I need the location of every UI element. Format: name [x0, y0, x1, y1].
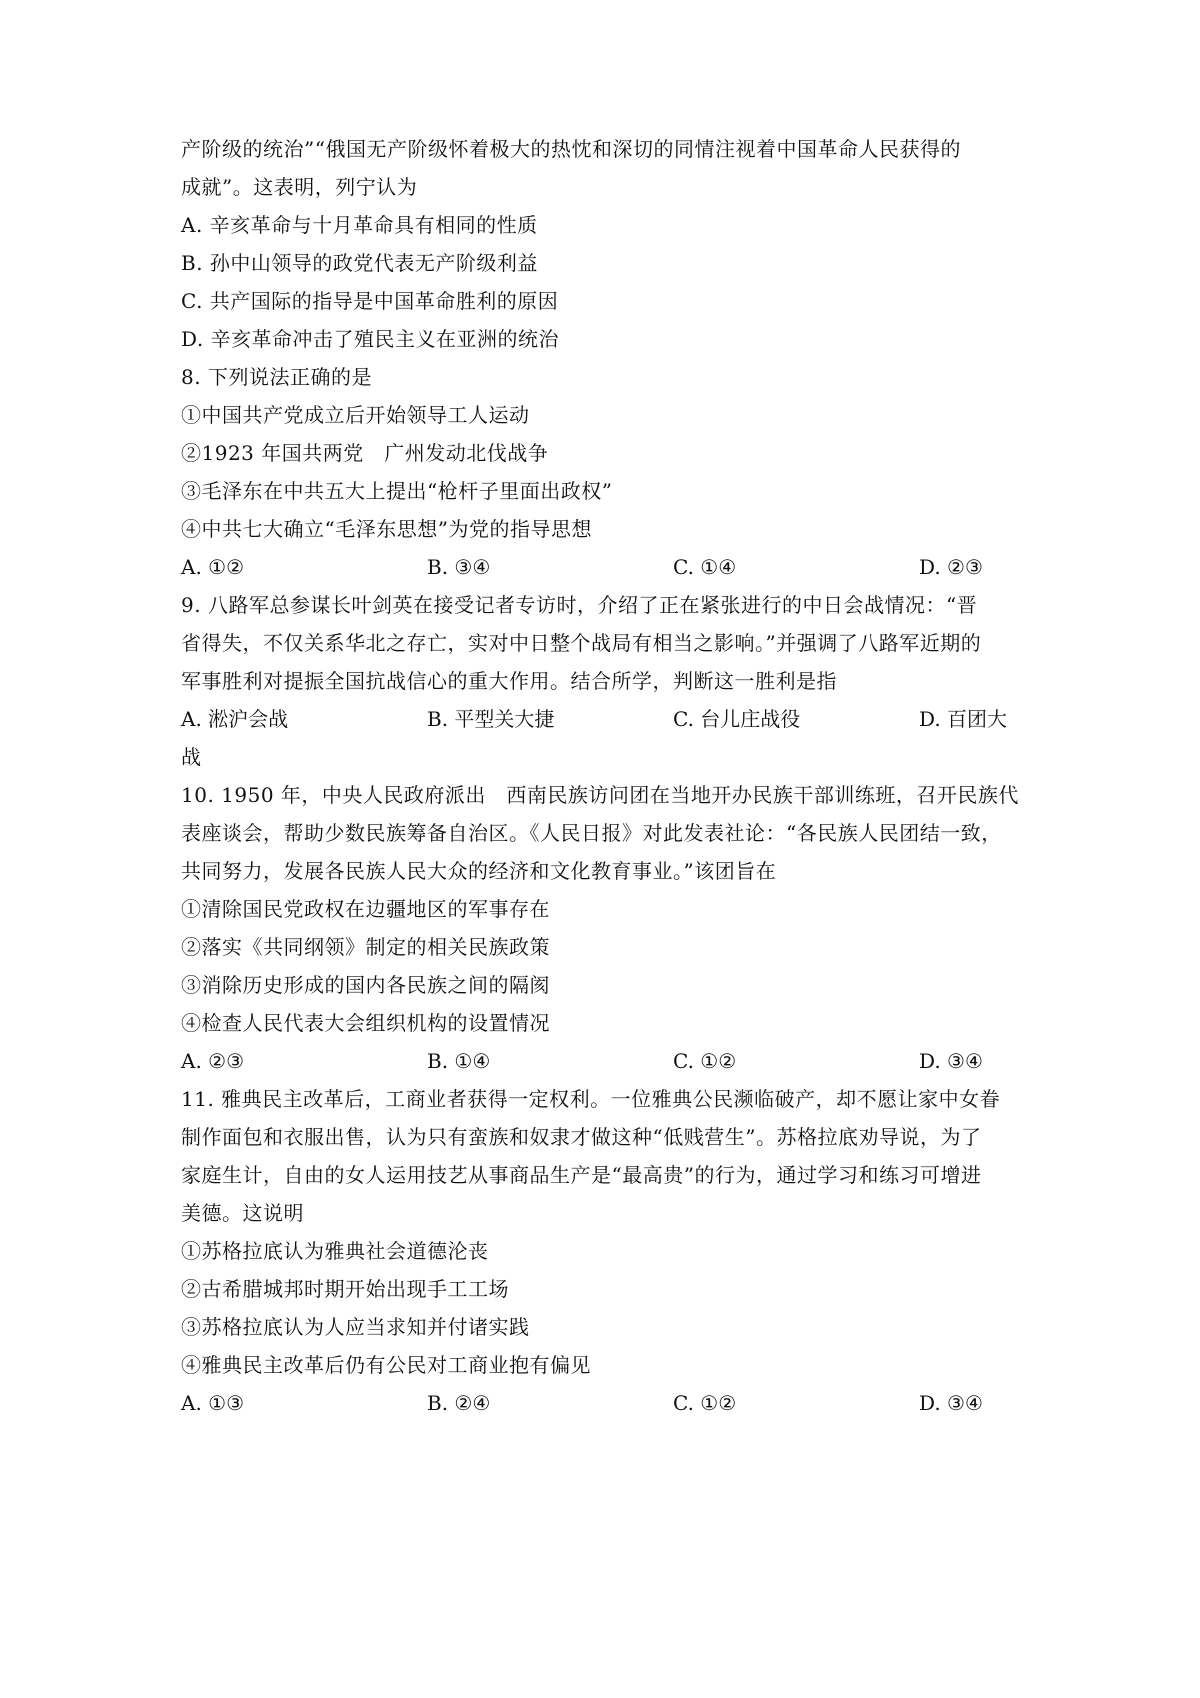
statement-item: ④检查人民代表大会组织机构的设置情况 [181, 1011, 550, 1035]
statement-item: ①苏格拉底认为雅典社会道德沦丧 [181, 1239, 489, 1263]
question-text-line: 成就”。这表明，列宁认为 [181, 175, 418, 199]
option-wrap-text: 战 [181, 745, 202, 769]
statement-item: ③消除历史形成的国内各民族之间的隔阂 [181, 973, 550, 997]
statement-item: ③毛泽东在中共五大上提出“枪杆子里面出政权” [181, 479, 613, 503]
statement-item: ④中共七大确立“毛泽东思想”为党的指导思想 [181, 517, 592, 541]
answer-option-a: A. 淞沪会战 [181, 707, 289, 731]
question-text-line: 制作面包和衣服出售，认为只有蛮族和奴隶才做这种“低贱营生”。苏格拉底劝导说，为了 [181, 1125, 982, 1149]
question-11-stem: 11. 雅典民主改革后，工商业者获得一定权利。一位雅典公民濒临破产，却不愿让家中女眷 [181, 1087, 1001, 1111]
question-9-stem: 9. 八路军总参谋长叶剑英在接受记者专访时，介绍了正在紧张进行的中日会战情况：“晋 [181, 593, 978, 617]
answer-option-b: B. ③④ [427, 555, 491, 579]
answer-option-a: A. ①② [181, 555, 245, 579]
answer-option-a: A. 辛亥革命与十月革命具有相同的性质 [181, 213, 538, 237]
answer-option-c: C. ①② [673, 1391, 737, 1415]
answer-option-c: C. ①④ [673, 555, 737, 579]
question-text-line: 产阶级的统治”“俄国无产阶级怀着极大的热忱和深切的同情注视着中国革命人民获得的 [181, 137, 961, 161]
question-text-line: 家庭生计，自由的女人运用技艺从事商品生产是“最高贵”的行为，通过学习和练习可增进 [181, 1163, 982, 1187]
question-8-stem: 8. 下列说法正确的是 [181, 365, 372, 389]
answer-option-b: B. 孙中山领导的政党代表无产阶级利益 [181, 251, 538, 275]
question-text-line: 共同努力，发展各民族人民大众的经济和文化教育事业。”该团旨在 [181, 859, 777, 883]
question-10-stem: 10. 1950 年，中央人民政府派出 西南民族访问团在当地开办民族干部训练班，召开民族代 [181, 783, 1019, 807]
question-9-options [181, 705, 1021, 733]
question-text-line: 军事胜利对提振全国抗战信心的重大作用。结合所学，判断这一胜利是指 [181, 669, 837, 693]
answer-option-d: D. ②③ [919, 555, 983, 579]
statement-item: ②1923 年国共两党 广州发动北伐战争 [181, 441, 549, 465]
answer-option-d: D. 百团大 [919, 707, 1008, 731]
statement-item: ②落实《共同纲领》制定的相关民族政策 [181, 935, 550, 959]
question-8-options [181, 553, 1021, 581]
answer-option-d: D. 辛亥革命冲击了殖民主义在亚洲的统治 [181, 327, 560, 351]
answer-option-c: C. 台儿庄战役 [673, 707, 801, 731]
statement-item: ③苏格拉底认为人应当求知并付诸实践 [181, 1315, 530, 1339]
answer-option-d: D. ③④ [919, 1049, 983, 1073]
answer-option-a: A. ②③ [181, 1049, 245, 1073]
answer-option-d: D. ③④ [919, 1391, 983, 1415]
question-text-line: 表座谈会，帮助少数民族筹备自治区。《人民日报》对此发表社论：“各民族人民团结一致， [181, 821, 1002, 845]
answer-option-b: B. 平型关大捷 [427, 707, 555, 731]
statement-item: ①清除国民党政权在边疆地区的军事存在 [181, 897, 550, 921]
answer-option-b: B. ①④ [427, 1049, 491, 1073]
answer-option-b: B. ②④ [427, 1391, 491, 1415]
answer-option-c: C. ①② [673, 1049, 737, 1073]
question-10-options [181, 1047, 1021, 1075]
answer-option-c: C. 共产国际的指导是中国革命胜利的原因 [181, 289, 559, 313]
question-11-options [181, 1389, 1021, 1417]
question-text-line: 美德。这说明 [181, 1201, 304, 1225]
statement-item: ①中国共产党成立后开始领导工人运动 [181, 403, 530, 427]
question-text-line: 省得失，不仅关系华北之存亡，实对中日整个战局有相当之影响。”并强调了八路军近期的 [181, 631, 982, 655]
statement-item: ④雅典民主改革后仍有公民对工商业抱有偏见 [181, 1353, 591, 1377]
statement-item: ②古希腊城邦时期开始出现手工工场 [181, 1277, 509, 1301]
answer-option-a: A. ①③ [181, 1391, 245, 1415]
